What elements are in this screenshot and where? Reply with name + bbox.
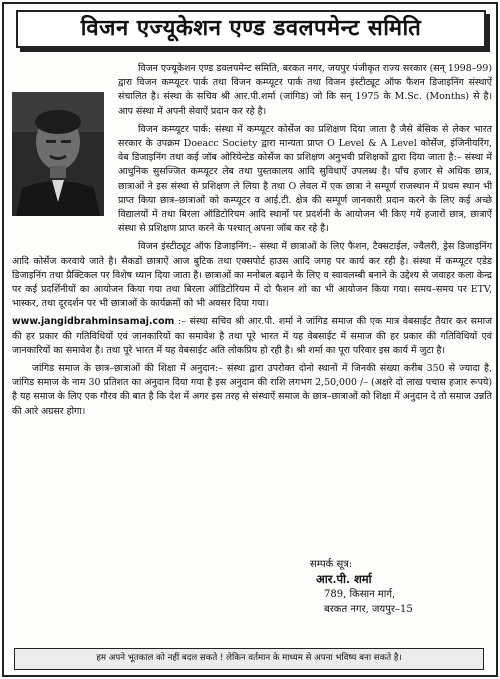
contact-label: सम्पर्क सूत्र: xyxy=(310,559,353,570)
website-url[interactable]: www.jangidbrahminsamaj.com xyxy=(12,316,175,328)
document-page xyxy=(2,2,498,677)
contact-signature xyxy=(310,557,480,617)
footer-quote: हम अपने भूतकाल को नहीं बदल सकते ! लेकिन वर्तमान के माध्यम से अपना भविष्य बना सकते है। xyxy=(14,648,484,670)
scholarship-paragraph: जांगिड समाज के छात्र–छात्राओं की शिक्षा में अनुदान:– संस्था द्वारा उपरोक्त दोनो स्थानों में जिनकी संख्या करीब 350 से ज्यादा है, जांगिड समाज के नाम 30 प्रतिशत का अनुदान दिया गया है इस अनुदान की राशि लगभग 2,50,000 /– (अक्षरे दो लाख पचास हजार रूपये) है यह समाज के लिए एक गौरव की बात है कि देश में अगर इस तरह से संस्थाऐं समाज के छात्र–छात्राओं को शिक्षा में अनुदान दे तो समाज उन्नति की आरे अग्रसर होगा। xyxy=(12,363,492,417)
computer-park-paragraph: विजन कम्प्यूटर पार्क: संस्था में कम्प्यूटर कोर्सेज का प्रशिक्षण दिया जाता है जैसे बेसिक से लेकर भारत सरकार के उपक्रम Doeacc Society द्वारा मान्यता प्राप्त O Level & A Level कोर्सेज, इंजिनीयरिंग, वेब डिजाइनिंग तथा कई जॉब ओरियेन्टेड कोर्सेज का प्रशिक्षण अनुभवी प्रशिक्षकों द्वारा दिया जाता है:– संस्था में आधुनिक सुसज्जित कम्प्यूटर लेब तथा पुस्तकालय आदि सुविधाऐं उपलब्ध है। पाँच हजार से अधिक छात्र, छात्राओं ने इस संस्था से प्रशिक्षण ले लिया है तथा O लेवल में एक छात्रा ने सम्पूर्ण राजस्थान में प्रथम स्थान भी प्राप्त किया छात्र–छात्राओं को कम्प्यूटर व आई.टी. क्षेत्र की सम्पूर्ण जानकारी प्रदान करने के लिए कई अच्छे विद्यालयों में तथा बिरला ऑडिटोरियम आदि स्थानों पर प्रदर्शनी के आयोजन भी किए गयें हजारों छात्र, छात्राऐं संस्था से प्रशिक्षण प्राप्त करने के पश्चात् अपना जॉब कर रहे है। xyxy=(118,123,492,235)
design-institute-paragraph: विजन इंस्टीट्यूट ऑफ डिजाइनिंग:– संस्था में छात्राओं के लिए फैशन, टैक्सटाईल, ज्वैलरी, ड्रेस डिजाइनिंग आदि कोर्सेज करवाये जाते है। सैकडों छात्राऐं आज बुटिक तथा एक्सपोर्ट हाउस आदि जगह पर कार्य कर रही है। संस्था में कम्प्यूटर एडेड डिजाइनिंग तथा प्रैक्टिकल पर विशेष ध्यान दिया जाता है। छात्राओं का मनोबल बढ़ाने के लिए व स्वावलम्बी बनाने के उद्देश्य से जवाहर कला केन्द्र पर कई प्रदर्शिनीयों का आयोजन किया गया तथा बिरला ऑडिटोरियम में दो फैशन शो का भी आयोजन किया गया। समय–समय पर ETV, भास्कर, तथा दूरदर्शन पर भी छात्राओं के कार्यक्रमों को भी अवसर दिया गया। xyxy=(12,241,492,310)
page-title: विजन एज्यूकेशन एण्ड डवलपमेन्ट समिति xyxy=(80,16,422,41)
article-body xyxy=(12,62,492,423)
website-paragraph xyxy=(12,315,492,358)
contact-address-line1: 789, किसान मार्ग, xyxy=(324,589,396,600)
website-description: :– संस्था सचिव श्री आर.पी. शर्मा ने जांगिड समाज की एक मात्र वेबसाईट तैयार कर समाज की हर प्रकार की गतिविधियों एवं जानकारियों का समावेश है तथा पूरे भारत में यह वेबसाईट में समाज की हर प्रकार की गतिविधियों एवं जानकारियों का समावेश है। तथा पूरे भारत में यह वेबसाईट अति लोकप्रिय हो रही है। श्री शर्मा का पूरा परिवार इस कार्य में जुटा है। xyxy=(12,316,492,356)
contact-address-line2: बरकत नगर, जयपुर–15 xyxy=(324,604,413,615)
contact-name: आर.पी. शर्मा xyxy=(316,572,372,586)
intro-paragraph: विजन एज्यूकेशन एण्ड डवलपमेन्ट समिति, बरकत नगर, जयपुर पंजीकृत राज्य सरकार (सन् 1998–99) द्वारा विजन कम्प्यूटर पार्क तथा विजन कम्प्यूटर पार्क तथा विजन इंस्टीट्यूट ऑफ फैशन डिजाइनिंग संस्थाऐं संचालित है। संस्था के सचिव श्री आर.पी.शर्मा (जांगिड) जो कि सन् 1975 के M.Sc. (Months) से है। आप संस्था में अपनी सेवाऐं प्रदान कर रहे है। xyxy=(118,63,492,117)
title-box xyxy=(16,10,486,48)
